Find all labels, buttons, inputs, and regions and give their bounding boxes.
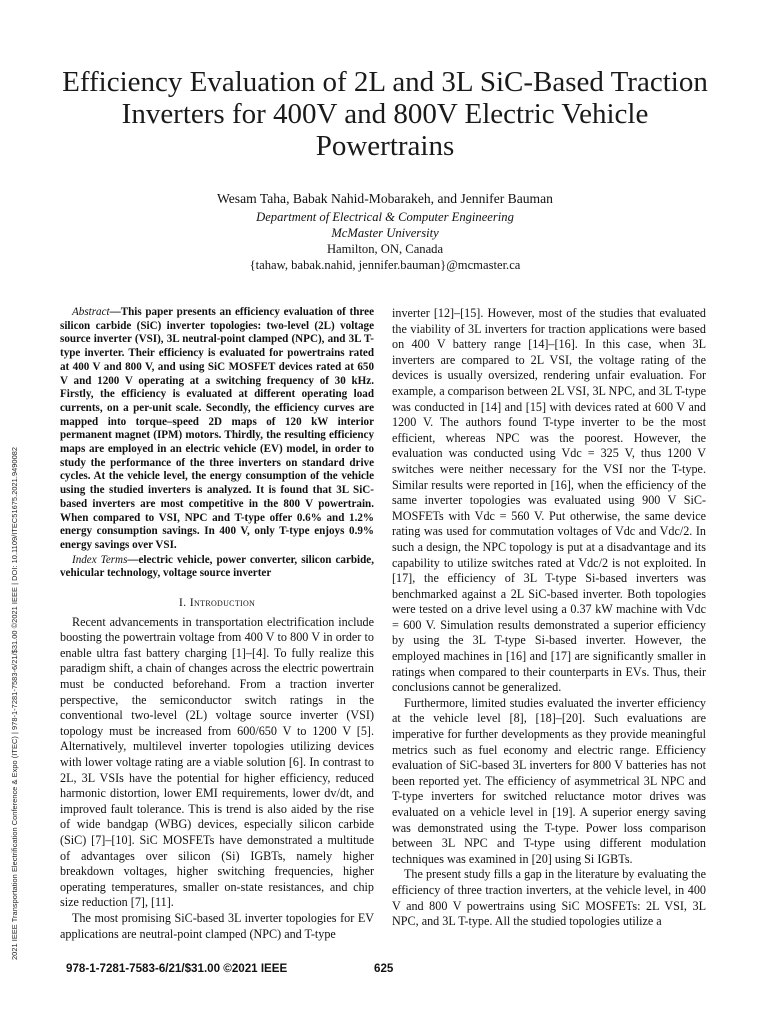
left-column	[60, 306, 374, 942]
department: Department of Electrical & Computer Engineering	[256, 210, 514, 224]
section-heading: I. Introduction	[178, 595, 256, 610]
right-paragraph-2: Furthermore, limited studies evaluated the inverter efficiency at the vehicle level [8], [18]–[20]. Such evaluations are imperative for further developments as they provide meaningful metrics such as fuel economy and electric range. Efficiency evaluation of SiC-based 3L inverters for 800 V batteries has not been reported yet. The efficiency of asymmetrical 3L NPC and T-type inverters for switched reluctance motor drives was evaluated on a vehicle level in [19]. A superior energy saving was demonstrated using the T-type. Power loss comparison between 3L NPC and T-type using different modulation techniques was examined in [20] using Si IGBTs.	[392, 695, 706, 866]
page-number: 625	[374, 962, 394, 975]
index-terms	[60, 554, 374, 581]
location: Hamilton, ON, Canada	[326, 242, 444, 256]
side-citation-text: 2021 IEEE Transportation Electrification Conference & Expo (ITEC) | 978-1-7281-7583-6/21/$31.00 ©2021 IEEE | DOI: 10.1109/ITEC51675.2021.9490082	[10, 446, 19, 960]
paper-title: Efficiency Evaluation of 2L and 3L SiC-Based Traction Inverters for 400V and 800V Electric Vehicle Powertrains	[62, 66, 708, 162]
right-paragraph-1: inverter [12]–[15]. However, most of the studies that evaluated the viability of 3L inverters for traction applications were based on 400 V battery range [14]–[16]. In this case, when 3L inverters are compared to 2L VSI, the voltage rating of the devices is usually oversized, rendering unfair evaluation. For example, a comparison between 2L VSI, 3L NPC, and 3L T-type was conducted in [14] and [15] with devices rated at 600 V and 1200 V. The authors found T-type inverter to be the most efficient, whereas NPC was the poorest. However, the evaluation was conducted using Vdc = 325 V, thus 1200 V switches were neither necessary for the VSI nor the T-type. Similar results were reported in [16], when the efficiency of the same inverter topologies was evaluated using 900 V SiC-MOSFETs with Vdc = 560 V. Put otherwise, the same device rating was used for commutation voltages of Vdc and Vdc/2. In such a design, the NPC topology is put at a disadvantage and its capability to utilize switches rated at Vdc/2 is not exploited. In [17], the efficiency of 3L T-type Si-based inverters was benchmarked against a 2L SiC-based inverter. Both topologies were tested on a drive level using a 0.37 kW machine with Vdc = 600 V. Simulation results demonstrated a superior efficiency by using the 3L T-type Si-based inverter. However, the employed machines in [16] and [17] are significantly smaller in ratings when compared to their counterparts in EVs. Thus, their conclusions cannot be generalized.	[392, 306, 706, 695]
right-paragraph-3: The present study fills a gap in the literature by evaluating the efficiency of three traction inverters, at the vehicle level, in 400 V and 800 V powertrains using SiC MOSFETs: 2L VSI, 3L NPC, and 3L T-type. All the studied topologies utilize a	[392, 867, 706, 929]
author-list: Wesam Taha, Babak Nahid-Mobarakeh, and Jennifer Bauman	[217, 191, 553, 206]
footer-isbn: 978-1-7281-7583-6/21/$31.00 ©2021 IEEE	[66, 962, 288, 975]
intro-paragraph-2: The most promising SiC-based 3L inverter topologies for EV applications are neutral-point clamped (NPC) and T-type	[60, 910, 374, 941]
index-terms-text: —electric vehicle, power converter, silicon carbide, vehicular technology, voltage source inverter	[60, 553, 374, 580]
abstract	[60, 306, 374, 553]
side-citation-strip	[2, 300, 18, 960]
abstract-label: Abstract	[72, 306, 110, 318]
intro-paragraph-1: Recent advancements in transportation electrification include boosting the powertrain voltage from 400 V to 800 V in order to enable ultra fast battery charging [1]–[4]. To fully realize this paradigm shift, a chain of changes across the electric powertrain must be conducted beforehand. From a traction inverter perspective, the semiconductor switch ratings in the conventional two-level (2L) voltage source inverter (VSI) topology must be increased from 600/650 V to 1200 V [5]. Alternatively, multilevel inverter topologies utilizing devices with lower voltage rating are a viable solution [6]. In contrast to 2L, 3L VSIs have the potential for higher efficiency, reduced harmonic distortion, lower EMI requirements, lower dv/dt, and improved fault tolerance. This is trend is also aided by the rise of wide bandgap (WBG) devices, especially silicon carbide (SiC) [7]–[10]. SiC MOSFETs have demonstrated a multitude of advantages over silicon (Si) IGBTs, namely higher breakdown voltages, higher switching frequencies, higher operating temperatures, smaller on-state resistances, and chip size reduction [7], [11].	[60, 614, 374, 910]
index-terms-label: Index Terms	[72, 553, 128, 566]
author-emails: {tahaw, babak.nahid, jennifer.bauman}@mcmaster.ca	[249, 258, 521, 272]
abstract-text: —This paper presents an efficiency evaluation of three silicon carbide (SiC) inverter topologies: two-level (2L) voltage source inverter (VSI), 3L neutral-point clamped (NPC), and 3L T-type inverter. Their efficiency is evaluated for powertrains rated at 400 V and 800 V, and using SiC MOSFET devices rated at 650 V and 1200 V operating at a switching frequency of 30 kHz. Firstly, the efficiency is evaluated at different operating load currents, on a per-unit scale. Secondly, the efficiency curves are mapped into torque–speed 2D maps of 120 kW interior permanent magnet (IPM) motors. Thirdly, the resulting efficiency maps are employed in an electric vehicle (EV) model, in order to study the performance of the three inverters on standard drive cycles. At the vehicle level, the energy consumption of the vehicle using the studied inverters is analyzed. It is found that 3L SiC-based inverters are most competitive in the 800 V powertrain. When compared to VSI, NPC and T-type offer 0.6% and 1.2% energy consumption savings. In 400 V, only T-type enjoys 0.9% energy savings over VSI.	[60, 306, 374, 551]
university: McMaster University	[331, 226, 439, 240]
right-column	[392, 306, 706, 930]
